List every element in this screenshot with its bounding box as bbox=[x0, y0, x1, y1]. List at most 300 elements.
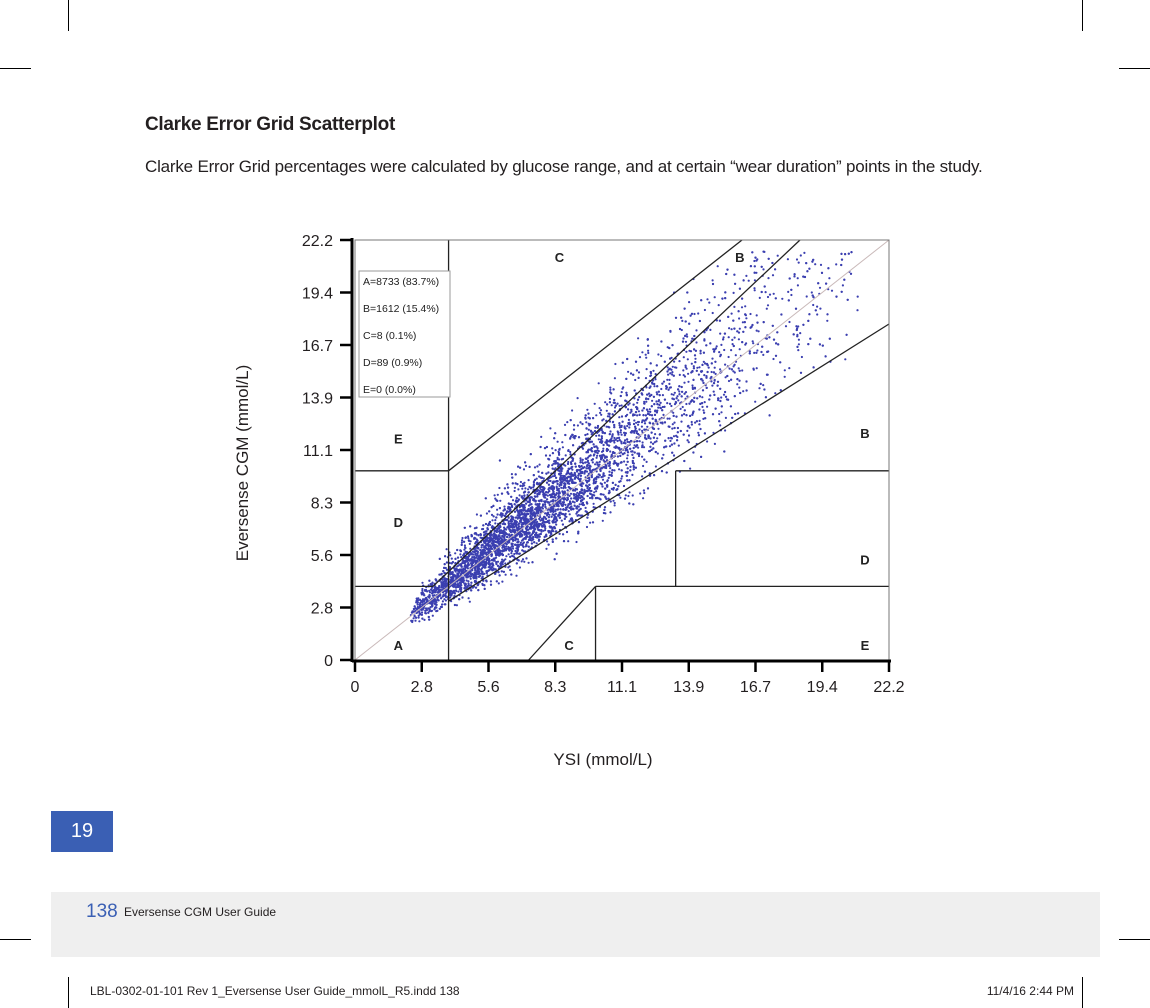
scatter-point bbox=[680, 421, 682, 423]
scatter-point bbox=[453, 592, 455, 594]
scatter-point bbox=[759, 297, 761, 299]
scatter-point bbox=[686, 430, 688, 432]
scatter-point bbox=[712, 279, 714, 281]
scatter-point bbox=[695, 341, 697, 343]
scatter-point bbox=[643, 459, 645, 461]
scatter-point bbox=[579, 457, 581, 459]
scatter-point bbox=[756, 314, 758, 316]
scatter-point bbox=[765, 396, 767, 398]
scatter-point bbox=[552, 508, 554, 510]
scatter-point bbox=[756, 258, 758, 260]
scatter-point bbox=[598, 438, 600, 440]
scatter-point bbox=[588, 473, 590, 475]
scatter-point bbox=[775, 342, 777, 344]
scatter-point bbox=[857, 296, 859, 298]
scatter-point bbox=[601, 419, 603, 421]
scatter-point bbox=[508, 553, 510, 555]
scatter-point bbox=[661, 422, 663, 424]
scatter-point bbox=[671, 444, 673, 446]
scatter-point bbox=[509, 569, 511, 571]
scatter-point bbox=[552, 541, 554, 543]
scatter-point bbox=[842, 284, 844, 286]
scatter-point bbox=[699, 420, 701, 422]
scatter-point bbox=[432, 595, 434, 597]
scatter-point bbox=[634, 379, 636, 381]
scatter-point bbox=[516, 483, 518, 485]
scatter-point bbox=[688, 350, 690, 352]
scatter-point bbox=[577, 424, 579, 426]
scatter-point bbox=[653, 396, 655, 398]
scatter-point bbox=[609, 467, 611, 469]
scatter-point bbox=[647, 350, 649, 352]
scatter-point bbox=[688, 323, 690, 325]
scatter-point bbox=[506, 491, 508, 493]
scatter-point bbox=[724, 429, 726, 431]
scatter-point bbox=[694, 422, 696, 424]
scatter-point bbox=[455, 589, 457, 591]
scatter-point bbox=[736, 383, 738, 385]
scatter-point bbox=[542, 530, 544, 532]
scatter-point bbox=[744, 305, 746, 307]
scatter-point bbox=[709, 329, 711, 331]
scatter-point bbox=[573, 482, 575, 484]
scatter-point bbox=[719, 333, 721, 335]
scatter-point bbox=[570, 463, 572, 465]
scatter-point bbox=[714, 367, 716, 369]
scatter-point bbox=[664, 399, 666, 401]
scatter-point bbox=[599, 407, 601, 409]
scatter-point bbox=[565, 454, 567, 456]
scatter-point bbox=[813, 366, 815, 368]
scatter-point bbox=[797, 349, 799, 351]
section-heading: Clarke Error Grid Scatterplot bbox=[145, 114, 395, 135]
scatter-point bbox=[632, 494, 634, 496]
scatter-point bbox=[615, 462, 617, 464]
scatter-point bbox=[718, 304, 720, 306]
scatter-point bbox=[628, 479, 630, 481]
scatter-point bbox=[463, 587, 465, 589]
scatter-point bbox=[767, 296, 769, 298]
scatter-point bbox=[421, 611, 423, 613]
scatter-point bbox=[520, 533, 522, 535]
scatter-point bbox=[758, 387, 760, 389]
scatter-point bbox=[669, 372, 671, 374]
scatter-point bbox=[581, 423, 583, 425]
scatter-point bbox=[663, 381, 665, 383]
scatter-point bbox=[742, 321, 744, 323]
scatter-point bbox=[501, 493, 503, 495]
scatter-point bbox=[720, 344, 722, 346]
scatter-point bbox=[499, 500, 501, 502]
scatter-point bbox=[741, 369, 743, 371]
scatter-point bbox=[428, 616, 430, 618]
scatter-point bbox=[756, 322, 758, 324]
scatter-point bbox=[570, 497, 572, 499]
scatter-point bbox=[518, 559, 520, 561]
scatter-point bbox=[503, 571, 505, 573]
scatter-point bbox=[731, 313, 733, 315]
scatter-point bbox=[669, 330, 671, 332]
scatter-point bbox=[631, 454, 633, 456]
scatter-point bbox=[669, 418, 671, 420]
scatter-point bbox=[637, 337, 639, 339]
scatter-point bbox=[536, 483, 538, 485]
scatter-point bbox=[682, 369, 684, 371]
scatter-point bbox=[652, 370, 654, 372]
scatter-point bbox=[738, 367, 740, 369]
scatter-point bbox=[514, 550, 516, 552]
scatter-point bbox=[756, 349, 758, 351]
scatter-point bbox=[650, 362, 652, 364]
scatter-point bbox=[602, 432, 604, 434]
scatter-point bbox=[469, 543, 471, 545]
scatter-point bbox=[623, 432, 625, 434]
scatter-point bbox=[623, 460, 625, 462]
scatter-point bbox=[639, 492, 641, 494]
scatter-point bbox=[609, 398, 611, 400]
scatter-point bbox=[642, 444, 644, 446]
scatter-point bbox=[630, 372, 632, 374]
scatter-point bbox=[514, 511, 516, 513]
scatter-point bbox=[517, 523, 519, 525]
scatter-point bbox=[573, 429, 575, 431]
scatter-point bbox=[637, 447, 639, 449]
scatter-point bbox=[601, 485, 603, 487]
scatter-point bbox=[629, 469, 631, 471]
scatter-point bbox=[798, 343, 800, 345]
scatter-point bbox=[688, 441, 690, 443]
scatter-point bbox=[609, 439, 611, 441]
scatter-point bbox=[444, 603, 446, 605]
scatter-point bbox=[662, 414, 664, 416]
scatter-point bbox=[724, 297, 726, 299]
scatter-point bbox=[688, 301, 690, 303]
scatter-point bbox=[687, 425, 689, 427]
scatter-point bbox=[641, 426, 643, 428]
scatter-point bbox=[775, 355, 777, 357]
scatter-point bbox=[781, 298, 783, 300]
scatter-point bbox=[501, 581, 503, 583]
scatter-point bbox=[464, 544, 466, 546]
scatter-point bbox=[574, 462, 576, 464]
scatter-point bbox=[474, 569, 476, 571]
scatter-point bbox=[654, 414, 656, 416]
scatter-point bbox=[469, 554, 471, 556]
scatter-point bbox=[583, 489, 585, 491]
scatter-point bbox=[606, 403, 608, 405]
scatter-point bbox=[496, 500, 498, 502]
scatter-point bbox=[697, 432, 699, 434]
scatter-point bbox=[656, 411, 658, 413]
scatter-point bbox=[599, 455, 601, 457]
scatter-point bbox=[682, 341, 684, 343]
scatter-point bbox=[592, 461, 594, 463]
scatter-point bbox=[600, 414, 602, 416]
scatter-point bbox=[790, 289, 792, 291]
scatter-point bbox=[599, 412, 601, 414]
scatter-point bbox=[554, 432, 556, 434]
scatter-point bbox=[614, 460, 616, 462]
scatter-point bbox=[470, 589, 472, 591]
scatter-point bbox=[720, 411, 722, 413]
scatter-point bbox=[529, 466, 531, 468]
scatter-point bbox=[613, 399, 615, 401]
scatter-point bbox=[591, 475, 593, 477]
scatter-point bbox=[425, 612, 427, 614]
scatter-point bbox=[484, 588, 486, 590]
scatter-point bbox=[525, 465, 527, 467]
scatter-point bbox=[698, 366, 700, 368]
scatter-point bbox=[856, 309, 858, 311]
scatter-point bbox=[621, 391, 623, 393]
scatter-point bbox=[569, 437, 571, 439]
scatter-point bbox=[655, 451, 657, 453]
scatter-point bbox=[423, 619, 425, 621]
scatter-point bbox=[602, 450, 604, 452]
scatter-point bbox=[645, 401, 647, 403]
scatter-point bbox=[683, 374, 685, 376]
scatter-point bbox=[680, 408, 682, 410]
scatter-point bbox=[617, 440, 619, 442]
scatter-point bbox=[798, 339, 800, 341]
scatter-point bbox=[504, 515, 506, 517]
scatter-point bbox=[693, 365, 695, 367]
scatter-point bbox=[567, 498, 569, 500]
scatter-point bbox=[635, 422, 637, 424]
scatter-point bbox=[756, 367, 758, 369]
scatter-point bbox=[656, 391, 658, 393]
scatter-point bbox=[536, 542, 538, 544]
scatter-point bbox=[619, 497, 621, 499]
scatter-point bbox=[476, 513, 478, 515]
scatter-point bbox=[562, 523, 564, 525]
scatter-point bbox=[739, 348, 741, 350]
scatter-point bbox=[751, 326, 753, 328]
scatter-point bbox=[691, 384, 693, 386]
scatter-point bbox=[646, 368, 648, 370]
scatter-point bbox=[593, 453, 595, 455]
scatter-point bbox=[729, 368, 731, 370]
scatter-point bbox=[714, 443, 716, 445]
scatter-point bbox=[441, 606, 443, 608]
scatter-point bbox=[672, 423, 674, 425]
scatter-point bbox=[831, 290, 833, 292]
scatter-point bbox=[596, 461, 598, 463]
scatter-point bbox=[620, 478, 622, 480]
scatter-point bbox=[431, 610, 433, 612]
scatter-point bbox=[456, 604, 458, 606]
scatter-point bbox=[661, 383, 663, 385]
scatter-point bbox=[569, 507, 571, 509]
scatter-point bbox=[573, 424, 575, 426]
scatter-point bbox=[556, 487, 558, 489]
scatter-point bbox=[503, 506, 505, 508]
scatter-point bbox=[694, 354, 696, 356]
scatter-point bbox=[698, 374, 700, 376]
scatter-point bbox=[846, 334, 848, 336]
scatter-point bbox=[546, 498, 548, 500]
scatter-point bbox=[580, 495, 582, 497]
scatter-point bbox=[773, 339, 775, 341]
scatter-point bbox=[760, 351, 762, 353]
scatter-point bbox=[678, 390, 680, 392]
scatter-point bbox=[633, 468, 635, 470]
scatter-point bbox=[528, 479, 530, 481]
scatter-point bbox=[539, 464, 541, 466]
scatter-point bbox=[643, 446, 645, 448]
scatter-point bbox=[520, 481, 522, 483]
scatter-point bbox=[800, 254, 802, 256]
scatter-point bbox=[657, 428, 659, 430]
scatter-point bbox=[607, 449, 609, 451]
scatter-point bbox=[641, 456, 643, 458]
scatter-point bbox=[517, 488, 519, 490]
scatter-point bbox=[457, 591, 459, 593]
scatter-point bbox=[547, 495, 549, 497]
scatter-point bbox=[586, 433, 588, 435]
scatter-point bbox=[784, 369, 786, 371]
scatter-point bbox=[826, 320, 828, 322]
scatter-point bbox=[768, 336, 770, 338]
scatter-point bbox=[734, 371, 736, 373]
scatter-point bbox=[604, 432, 606, 434]
scatter-point bbox=[584, 417, 586, 419]
scatter-point bbox=[598, 465, 600, 467]
scatter-point bbox=[611, 469, 613, 471]
scatter-point bbox=[654, 433, 656, 435]
scatter-point bbox=[639, 440, 641, 442]
scatter-point bbox=[567, 540, 569, 542]
scatter-point bbox=[734, 337, 736, 339]
scatter-point bbox=[557, 441, 559, 443]
scatter-point bbox=[693, 313, 695, 315]
scatter-point bbox=[572, 475, 574, 477]
scatter-point bbox=[616, 464, 618, 466]
scatter-point bbox=[772, 325, 774, 327]
scatter-point bbox=[634, 414, 636, 416]
scatter-point bbox=[413, 617, 415, 619]
scatter-point bbox=[586, 502, 588, 504]
scatter-point bbox=[801, 356, 803, 358]
scatter-point bbox=[467, 567, 469, 569]
scatter-point bbox=[722, 338, 724, 340]
scatter-point bbox=[709, 342, 711, 344]
scatter-point bbox=[816, 306, 818, 308]
scatter-point bbox=[454, 552, 456, 554]
scatter-point bbox=[752, 368, 754, 370]
scatter-point bbox=[471, 556, 473, 558]
scatter-point bbox=[593, 506, 595, 508]
scatter-point bbox=[728, 336, 730, 338]
scatter-point bbox=[542, 503, 544, 505]
scatter-point bbox=[685, 414, 687, 416]
scatter-point bbox=[543, 523, 545, 525]
scatter-point bbox=[587, 460, 589, 462]
scatter-point bbox=[470, 578, 472, 580]
scatter-point bbox=[604, 496, 606, 498]
scatter-point bbox=[723, 336, 725, 338]
scatter-point bbox=[652, 422, 654, 424]
scatter-point bbox=[521, 549, 523, 551]
scatter-point bbox=[461, 542, 463, 544]
scatter-point bbox=[610, 392, 612, 394]
scatter-point bbox=[693, 367, 695, 369]
scatter-point bbox=[429, 609, 431, 611]
scatter-point bbox=[812, 304, 814, 306]
scatter-point bbox=[692, 379, 694, 381]
scatter-point bbox=[604, 482, 606, 484]
scatter-point bbox=[598, 382, 600, 384]
scatter-point bbox=[668, 379, 670, 381]
scatter-point bbox=[815, 309, 817, 311]
scatter-point bbox=[809, 338, 811, 340]
scatter-point bbox=[519, 566, 521, 568]
scatter-point bbox=[819, 287, 821, 289]
scatter-point bbox=[549, 454, 551, 456]
scatter-point bbox=[475, 532, 477, 534]
scatter-point bbox=[711, 385, 713, 387]
scatter-point bbox=[651, 405, 653, 407]
scatter-point bbox=[616, 437, 618, 439]
scatter-point bbox=[577, 475, 579, 477]
scatter-point bbox=[731, 339, 733, 341]
scatter-point bbox=[666, 402, 668, 404]
scatter-point bbox=[490, 535, 492, 537]
scatter-point bbox=[553, 514, 555, 516]
scatter-point bbox=[796, 258, 798, 260]
scatter-point bbox=[774, 392, 776, 394]
scatter-point bbox=[451, 558, 453, 560]
scatter-point bbox=[609, 433, 611, 435]
scatter-point bbox=[723, 394, 725, 396]
scatter-point bbox=[766, 338, 768, 340]
scatter-point bbox=[684, 335, 686, 337]
scatter-point bbox=[817, 282, 819, 284]
scatter-point bbox=[638, 371, 640, 373]
scatter-point bbox=[678, 360, 680, 362]
scatter-point bbox=[580, 459, 582, 461]
scatter-point bbox=[585, 507, 587, 509]
scatter-point bbox=[494, 494, 496, 496]
scatter-point bbox=[763, 251, 765, 253]
scatter-point bbox=[513, 553, 515, 555]
scatter-point bbox=[767, 277, 769, 279]
scatter-point bbox=[608, 465, 610, 467]
scatter-point bbox=[587, 413, 589, 415]
scatter-point bbox=[555, 509, 557, 511]
scatter-point bbox=[819, 308, 821, 310]
scatter-point bbox=[608, 471, 610, 473]
scatter-point bbox=[596, 455, 598, 457]
scatter-point bbox=[752, 340, 754, 342]
scatter-point bbox=[523, 561, 525, 563]
scatter-point bbox=[732, 320, 734, 322]
scatter-point bbox=[706, 406, 708, 408]
scatter-point bbox=[482, 544, 484, 546]
scatter-point bbox=[733, 292, 735, 294]
scatter-point bbox=[717, 265, 719, 267]
scatter-point bbox=[677, 427, 679, 429]
scatter-point bbox=[682, 337, 684, 339]
scatter-point bbox=[744, 321, 746, 323]
scatter-point bbox=[681, 320, 683, 322]
scatter-point bbox=[628, 491, 630, 493]
scatter-point bbox=[603, 444, 605, 446]
scatter-point bbox=[475, 577, 477, 579]
scatter-point bbox=[844, 358, 846, 360]
scatter-point bbox=[632, 457, 634, 459]
scatter-point bbox=[602, 448, 604, 450]
